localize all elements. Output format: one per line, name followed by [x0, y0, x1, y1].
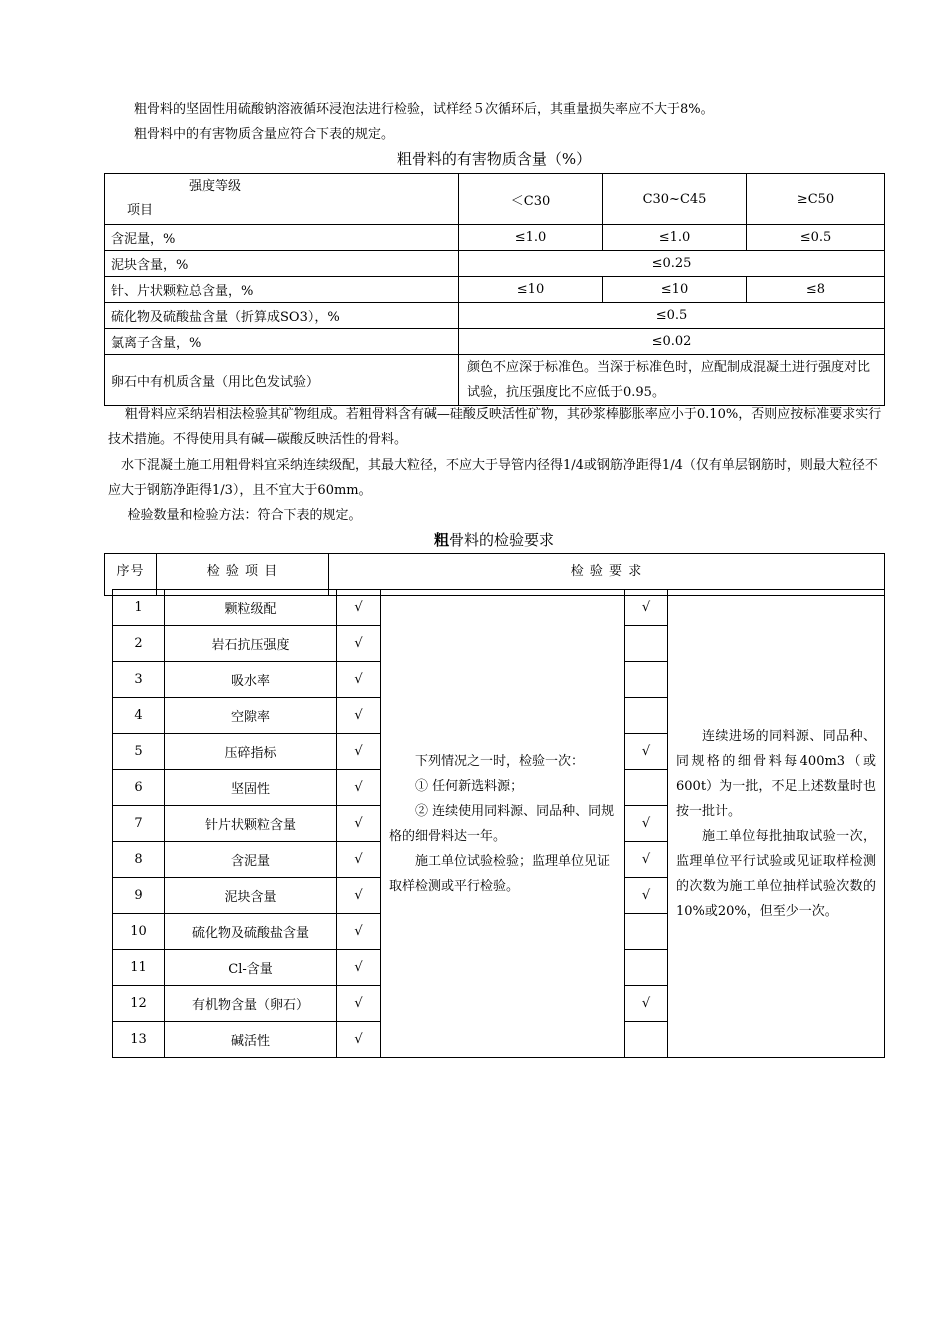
table1-header-row	[105, 174, 885, 225]
cell-value-merged: ≤0.02	[459, 329, 885, 355]
row-item: 卵石中有机质含量（用比色发试验）	[105, 355, 459, 406]
cell-value: ≤8	[747, 277, 885, 303]
header-item: 项目	[127, 203, 154, 218]
cell-value-merged: ≤0.25	[459, 251, 885, 277]
row-seq: 9	[113, 878, 165, 914]
inspection-frequency	[668, 590, 885, 1058]
condition-line: 施工单位试验检验；监理单位见证取样检测或平行检验。	[389, 853, 611, 894]
check-mark-frequency: √	[337, 986, 381, 1022]
row-inspection-item: 吸水率	[165, 662, 337, 698]
cell-value-merged: 颜色不应深于标准色。当深于标准色时，应配制成混凝土进行强度对比试验，抗压强度比不应低于0.95。	[459, 355, 885, 406]
row-seq: 10	[113, 914, 165, 950]
row-inspection-item: 针片状颗粒含量	[165, 806, 337, 842]
table-row	[113, 590, 885, 626]
inspection-conditions	[381, 590, 625, 1058]
row-inspection-item: 坚固性	[165, 770, 337, 806]
inspection-table	[112, 589, 885, 1058]
table-row	[105, 355, 885, 406]
condition-line: ① 任何新选料源；	[415, 778, 524, 794]
row-seq: 11	[113, 950, 165, 986]
paragraph-harmful-intro: 粗骨料中的有害物质含量应符合下表的规定。	[134, 127, 395, 142]
table-row	[105, 251, 885, 277]
row-seq: 13	[113, 1022, 165, 1058]
check-mark-site	[625, 626, 668, 662]
check-mark-frequency: √	[337, 698, 381, 734]
table2-title-rest: 骨料的检验要求	[449, 531, 555, 549]
cell-value: ≤1.0	[603, 225, 747, 251]
check-mark-frequency: √	[337, 626, 381, 662]
check-mark-site	[625, 914, 668, 950]
table-row	[105, 329, 885, 355]
row-inspection-item: 压碎指标	[165, 734, 337, 770]
harmful-substance-table	[104, 173, 885, 406]
check-mark-frequency: √	[337, 842, 381, 878]
check-mark-site	[625, 1022, 668, 1058]
row-seq: 12	[113, 986, 165, 1022]
row-seq: 6	[113, 770, 165, 806]
col-below-c30: ＜C30	[459, 174, 603, 225]
row-item: 氯离子含量，%	[105, 329, 459, 355]
condition-line: 下列情况之一时，检验一次：	[415, 753, 585, 769]
row-inspection-item: 含泥量	[165, 842, 337, 878]
cell-value: ≤10	[603, 277, 747, 303]
check-mark-site: √	[625, 986, 668, 1022]
row-item: 含泥量，%	[105, 225, 459, 251]
row-inspection-item: Cl-含量	[165, 950, 337, 986]
table2-title	[104, 529, 884, 550]
frequency-line: 连续进场的同料源、同品种、同规格的细骨料每400m3（或600t）为一批，不足上述数量时也按一批计。	[676, 728, 876, 819]
row-seq: 7	[113, 806, 165, 842]
row-inspection-item: 碱活性	[165, 1022, 337, 1058]
check-mark-frequency: √	[337, 806, 381, 842]
table1-diagonal-header	[105, 174, 459, 225]
check-mark-frequency: √	[337, 662, 381, 698]
check-mark-site: √	[625, 734, 668, 770]
check-mark-site	[625, 950, 668, 986]
check-mark-site: √	[625, 878, 668, 914]
check-mark-frequency: √	[337, 1022, 381, 1058]
table2-title-bold: 粗	[433, 531, 449, 549]
paragraph-grading: 水下混凝土施工用粗骨料宜采纳连续级配，其最大粒径，不应大于导管内径得1/4或钢筋净距得1/4（仅有单层钢筋时，则最大粒径不应大于钢筋净距得1/3），且不宜大于60mm。	[108, 458, 878, 498]
paragraph-alkali: 粗骨料应采纳岩相法检验其矿物组成。若粗骨料含有碱—硅酸反映活性矿物，其砂浆棒膨胀率应小于0.10%，否则应按标准要求实行技术措施。不得使用具有碱—碳酸反映活性的骨料。	[108, 407, 882, 447]
check-mark-site	[625, 770, 668, 806]
cell-value: ≤10	[459, 277, 603, 303]
row-seq: 8	[113, 842, 165, 878]
row-inspection-item: 泥块含量	[165, 878, 337, 914]
table1-title: 粗骨料的有害物质含量（%）	[396, 150, 592, 168]
check-mark-site: √	[625, 806, 668, 842]
row-seq: 3	[113, 662, 165, 698]
row-inspection-item: 颗粒级配	[165, 590, 337, 626]
row-seq: 1	[113, 590, 165, 626]
row-item: 泥块含量，%	[105, 251, 459, 277]
header-inspection-req: 检 验 要 求	[329, 554, 885, 596]
condition-line: ② 连续使用同料源、同品种、同规格的细骨料达一年。	[389, 803, 615, 844]
check-mark-frequency: √	[337, 914, 381, 950]
check-mark-frequency: √	[337, 878, 381, 914]
cell-value: ≤0.5	[747, 225, 885, 251]
paragraph-inspection-intro: 检验数量和检验方法：符合下表的规定。	[127, 508, 362, 523]
check-mark-site: √	[625, 842, 668, 878]
row-seq: 4	[113, 698, 165, 734]
frequency-line: 施工单位每批抽取试验一次，监理单位平行试验或见证取样检测的次数为施工单位抽样试验次数的10%或20%，但至少一次。	[676, 828, 876, 919]
row-item: 硫化物及硫酸盐含量（折算成SO3），%	[105, 303, 459, 329]
cell-value-merged: ≤0.5	[459, 303, 885, 329]
header-strength-grade: 强度等级	[189, 179, 242, 194]
table-row	[105, 225, 885, 251]
row-seq: 5	[113, 734, 165, 770]
col-c30-c45: C30~C45	[603, 174, 747, 225]
row-seq: 2	[113, 626, 165, 662]
header-seq: 序号	[105, 554, 157, 596]
check-mark-frequency: √	[337, 590, 381, 626]
table-row	[105, 303, 885, 329]
check-mark-frequency: √	[337, 734, 381, 770]
check-mark-site: √	[625, 590, 668, 626]
row-inspection-item: 硫化物及硫酸盐含量	[165, 914, 337, 950]
header-inspection-item: 检 验 项 目	[157, 554, 329, 596]
check-mark-site	[625, 698, 668, 734]
row-item: 针、片状颗粒总含量，%	[105, 277, 459, 303]
paragraph-soundness: 粗骨料的坚固性用硫酸钠溶液循环浸泡法进行检验，试样经５次循环后，其重量损失率应不大于8%。	[134, 102, 714, 117]
cell-value: ≤1.0	[459, 225, 603, 251]
row-inspection-item: 岩石抗压强度	[165, 626, 337, 662]
row-inspection-item: 空隙率	[165, 698, 337, 734]
table-row	[105, 277, 885, 303]
check-mark-frequency: √	[337, 770, 381, 806]
row-inspection-item: 有机物含量（卵石）	[165, 986, 337, 1022]
check-mark-frequency: √	[337, 950, 381, 986]
col-above-c50: ≥C50	[747, 174, 885, 225]
check-mark-site	[625, 662, 668, 698]
